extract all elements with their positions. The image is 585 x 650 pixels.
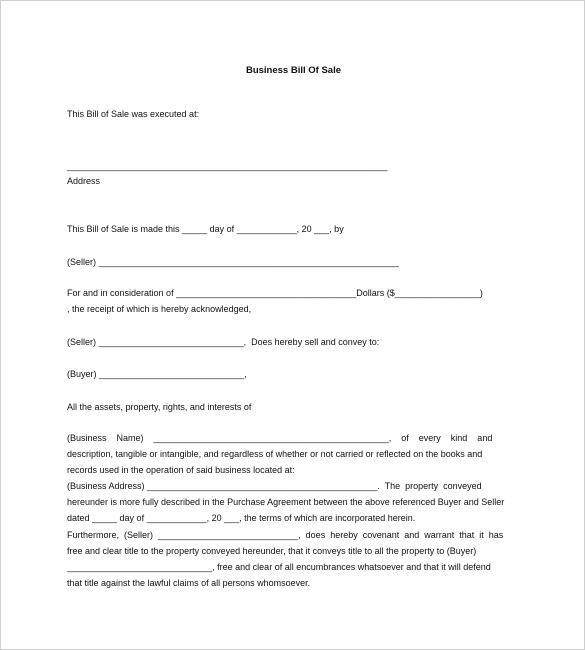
consideration-line: For and in consideration of ____________________________________Dollars ($_________________) bbox=[67, 288, 483, 298]
seller-convey-line: (Seller) _____________________________, Does hereby sell and convey to: bbox=[67, 337, 380, 347]
dated-line: dated _____ day of ____________, 20 ___, the terms of which are incorporated herein. bbox=[67, 513, 416, 523]
furthermore-line: Furthermore, (Seller) ____________________________, does hereby covenant and warrant that it has bbox=[67, 530, 504, 540]
made-this-line: This Bill of Sale is made this _____ day of ____________, 20 ___, by bbox=[67, 224, 344, 234]
receipt-line: , the receipt of which is hereby acknowledged, bbox=[67, 304, 252, 314]
hereunder-line: hereunder is more fully described in the Purchase Agreement between the above referenced Buyer and Seller bbox=[67, 497, 505, 507]
encumbrances-line: _____________________________, free and clear of all encumbrances whatsoever and that it will defend bbox=[67, 562, 491, 572]
business-address-line: (Business Address) ______________________________________________. The property conveyed bbox=[67, 481, 482, 491]
executed-at-line: This Bill of Sale was executed at: bbox=[67, 109, 200, 119]
assets-line: All the assets, property, rights, and interests of bbox=[67, 402, 252, 412]
buyer-line: (Buyer) _____________________________, bbox=[67, 369, 247, 379]
address-label: Address bbox=[67, 176, 101, 186]
seller-line: (Seller) ____________________________________________________________ bbox=[67, 257, 399, 267]
address-blank: ________________________________________________________________ bbox=[67, 161, 388, 171]
description-line: description, tangible or intangible, and regardless of whether or not carried or reflected on the books and bbox=[67, 449, 483, 459]
business-name-line: (Business Name) _______________________________________________, of every kind and bbox=[67, 433, 493, 443]
free-clear-line: free and clear title to the property conveyed hereunder, that it conveys title to all the property to (Buyer) bbox=[67, 546, 477, 556]
defend-line: that title against the lawful claims of all persons whomsoever. bbox=[67, 578, 311, 588]
records-line: records used in the operation of said business located at: bbox=[67, 465, 295, 475]
document-title: Business Bill Of Sale bbox=[245, 65, 342, 76]
